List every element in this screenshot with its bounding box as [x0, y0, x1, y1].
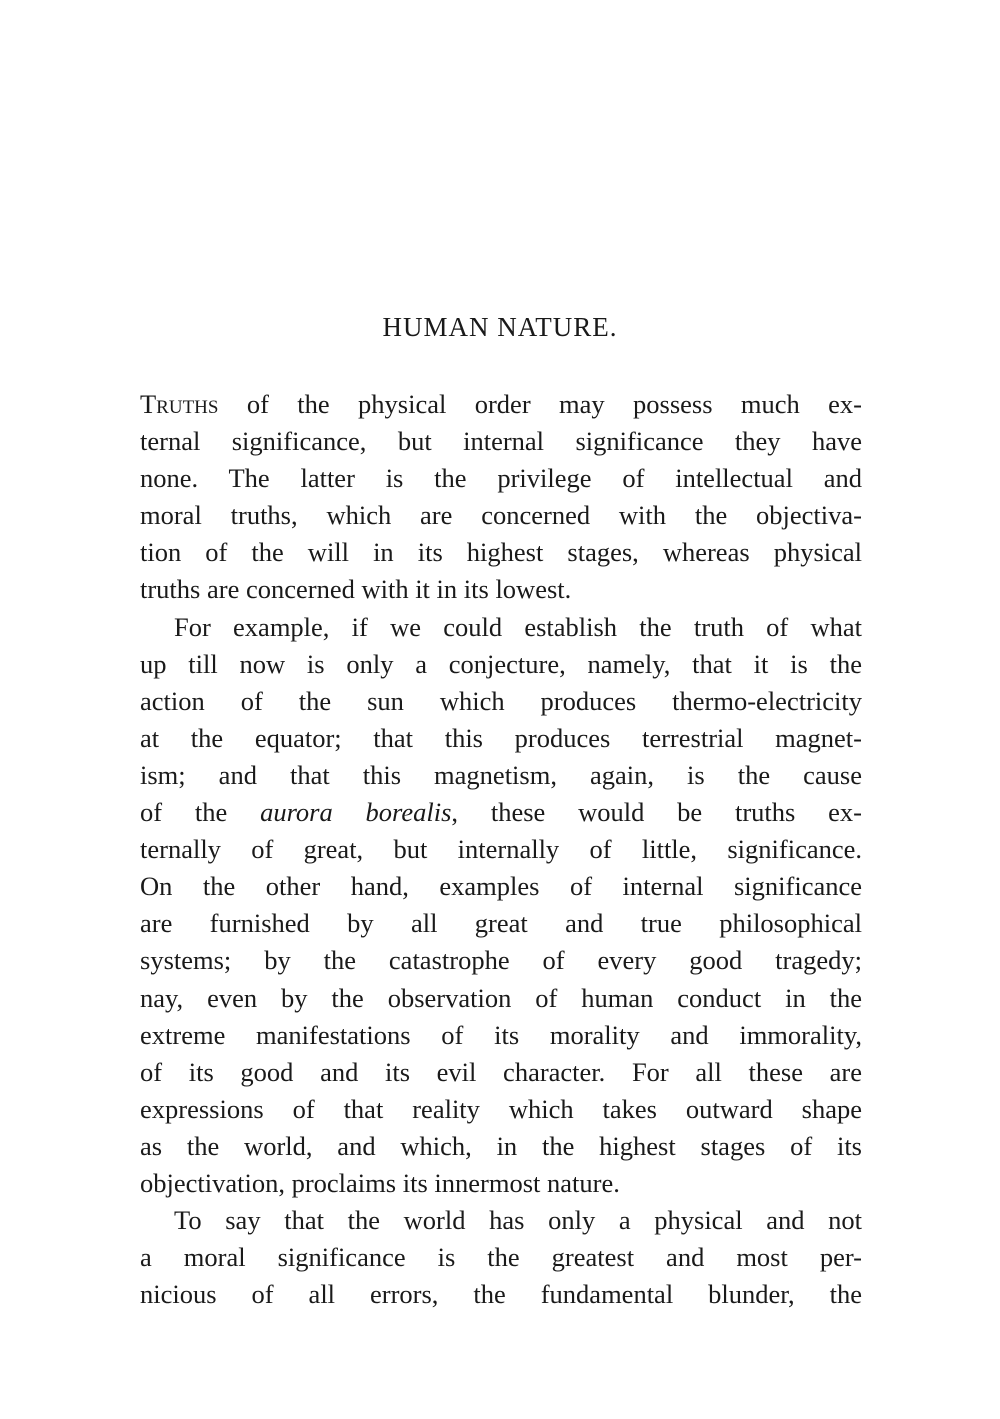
- text-segment: systems; by the catastrophe of every good tragedy;: [140, 945, 862, 976]
- text-segment: action of the sun which produces thermo-electricity: [140, 685, 862, 716]
- text-segment: ism; and that this magnetism, again, is the cause: [140, 759, 862, 790]
- text-line: [140, 757, 862, 794]
- body-text: [140, 386, 862, 1313]
- text-line: [140, 831, 862, 868]
- text-segment: moral truths, which are concerned with the objectiva-: [140, 500, 862, 531]
- text-segment: truths are concerned with it in its lowest.: [140, 574, 572, 605]
- text-segment: as the world, and which, in the highest stages of its: [140, 1130, 862, 1161]
- text-line: [140, 534, 862, 571]
- text-segment: , these would be truths ex-: [451, 797, 863, 828]
- text-segment: at the equator; that this produces terrestrial magnet-: [140, 722, 862, 753]
- text-segment: ternally of great, but internally of little, significance.: [140, 834, 862, 865]
- text-line: [140, 1276, 862, 1313]
- text-segment: expressions of that reality which takes outward shape: [140, 1093, 862, 1124]
- text-line: [140, 386, 862, 423]
- text-segment: of its good and its evil character. For all these are: [140, 1056, 862, 1087]
- text-line: [140, 905, 862, 942]
- text-line: [140, 942, 862, 979]
- text-segment: are furnished by all great and true philosophical: [140, 908, 862, 939]
- small-caps-text: Truths: [140, 389, 219, 419]
- italic-text: aurora borealis: [260, 797, 452, 828]
- text-line: [140, 497, 862, 534]
- text-line: [140, 1017, 862, 1054]
- text-line: [140, 720, 862, 757]
- text-segment: objectivation, proclaims its innermost nature.: [140, 1167, 620, 1198]
- text-line: [140, 1054, 862, 1091]
- text-line: [140, 423, 862, 460]
- text-segment: On the other hand, examples of internal significance: [140, 871, 862, 902]
- text-segment: nay, even by the observation of human conduct in the: [140, 982, 862, 1013]
- text-line: [140, 571, 862, 608]
- chapter-title: HUMAN NATURE.: [382, 312, 618, 342]
- text-segment: up till now is only a conjecture, namely, that it is the: [140, 648, 862, 679]
- text-line: [140, 794, 862, 831]
- text-segment: extreme manifestations of its morality and immorality,: [140, 1019, 862, 1050]
- text-segment: For example, if we could establish the truth of what: [174, 611, 862, 642]
- text-line: [140, 609, 862, 646]
- text-line: [140, 1165, 862, 1202]
- text-segment: ternal significance, but internal significance they have: [140, 426, 862, 457]
- text-line: [140, 1202, 862, 1239]
- text-line: [140, 980, 862, 1017]
- text-segment: tion of the will in its highest stages, whereas physical: [140, 537, 862, 568]
- text-line: [140, 1091, 862, 1128]
- text-line: [140, 646, 862, 683]
- text-segment: nicious of all errors, the fundamental blunder, the: [140, 1279, 862, 1310]
- text-line: [140, 1128, 862, 1165]
- text-line: [140, 1239, 862, 1276]
- text-line: [140, 460, 862, 497]
- text-segment: none. The latter is the privilege of intellectual and: [140, 463, 862, 494]
- text-segment: To say that the world has only a physical and not: [174, 1205, 862, 1236]
- text-segment: of the: [140, 797, 261, 828]
- text-segment: of the physical order may possess much ex-: [218, 389, 862, 419]
- text-segment: a moral significance is the greatest and most per-: [140, 1242, 862, 1273]
- text-line: [140, 683, 862, 720]
- text-line: [140, 868, 862, 905]
